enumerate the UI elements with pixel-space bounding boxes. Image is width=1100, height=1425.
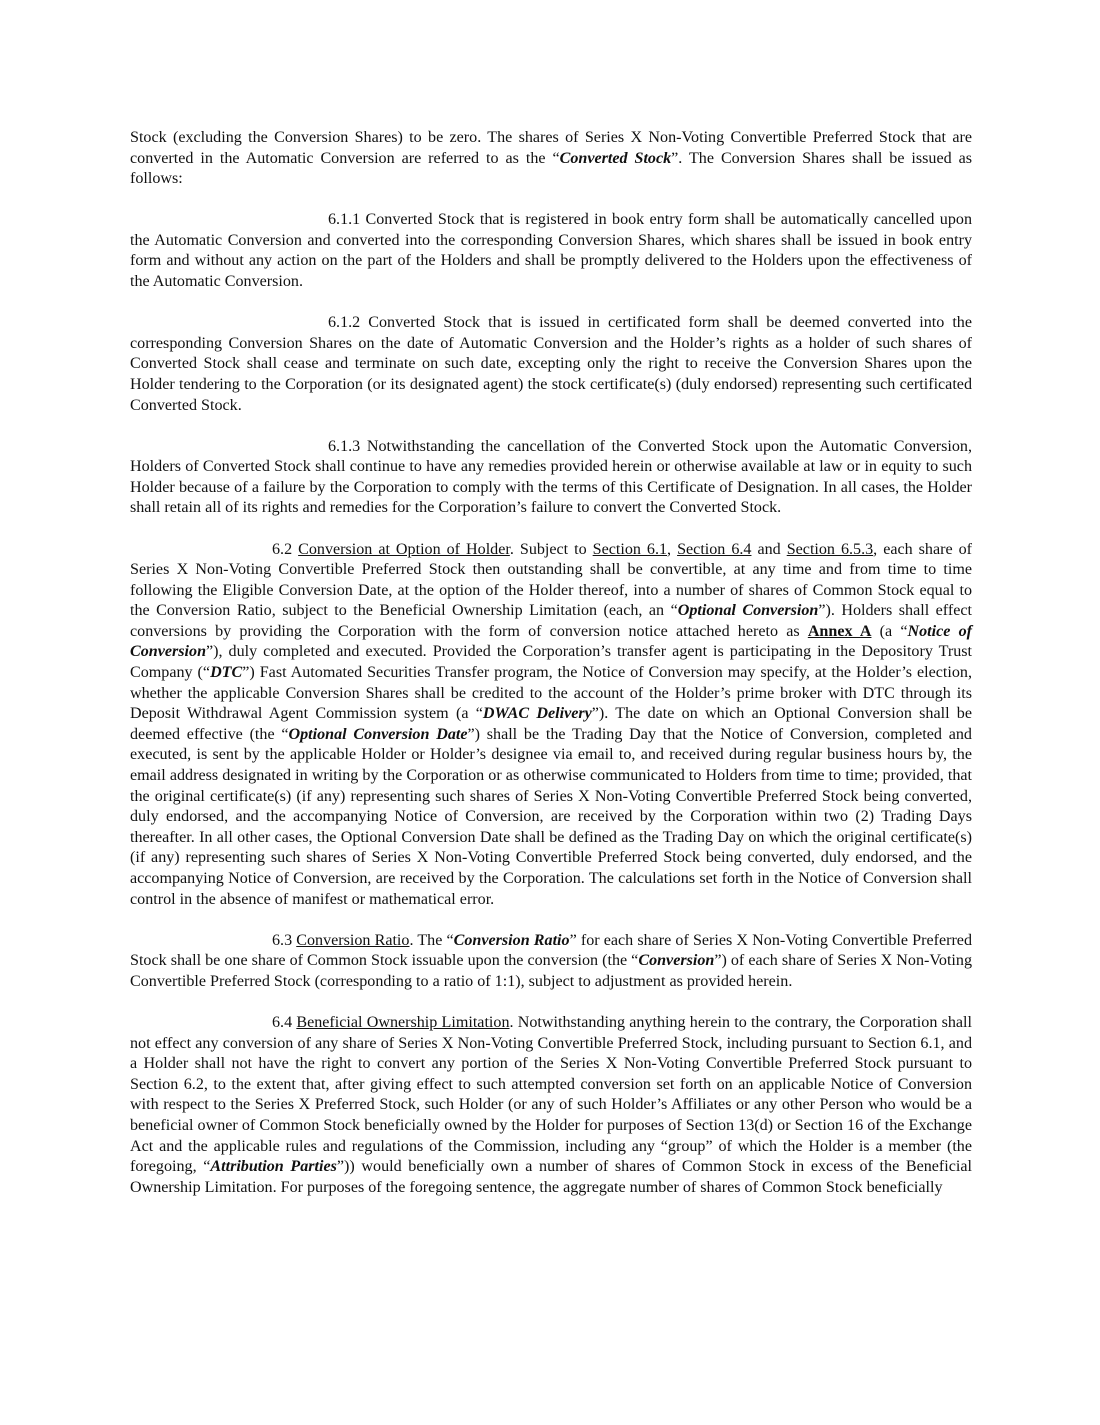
defined-term: Conversion [638, 952, 715, 970]
defined-term: DTC [210, 664, 243, 682]
annex-reference: Annex A [807, 622, 872, 640]
section-reference: Section 6.5.3 [786, 540, 874, 558]
paragraph-6-1-1: 6.1.1 Converted Stock that is registered in book entry form shall be automatically cancelled upon the Automatic Conversion and converted into the corresponding Conversion Shares, which shares shall be issued in book entry form and without any action on the part of the Holders and shall be promptly delivered to the Holders upon the effectiveness of the Automatic Conversion. [130, 211, 972, 291]
paragraph-6-1-2: 6.1.2 Converted Stock that is issued in certificated form shall be deemed converted into the corresponding Conversion Shares on the date of Automatic Conversion and the Holder’s rights as a holder of such shares of Converted Stock shall cease and terminate on such date, excepting only the right to receive the Conversion Shares upon the Holder tendering to the Corporation (or its designated agent) the stock certificate(s) (duly endorsed) representing such certificated Converted Stock. [130, 314, 972, 414]
defined-term: Optional Conversion Date [288, 725, 468, 743]
paragraph-6-1-3: 6.1.3 Notwithstanding the cancellation of the Converted Stock upon the Automatic Conversion, Holders of Converted Stock shall continue to have any remedies provided herein or otherwise available at law or in equity to such Holder because of a failure by the Corporation to comply with the terms of this Certificate of Designation. In all cases, the Holder shall retain all of its rights and remedies for the Corporation’s failure to convert the Converted Stock. [130, 437, 972, 517]
defined-term: Optional Conversion [677, 602, 819, 620]
paragraph-continuation: Stock (excluding the Conversion Shares) to be zero. The shares of Series X Non-Voting Convertible Preferred Stock that are converted in the Automatic Conversion are referred to as the “Converted Stock”. The Conversion Shares shall be issued as follows: [130, 129, 972, 188]
section-heading: Conversion at Option of Holder [298, 540, 510, 558]
section-6-4: 6.4 Beneficial Ownership Limitation. Notwithstanding anything herein to the contrary, the Corporation shall not effect any conversion of any share of Series X Non-Voting Convertible Preferred Stock, including pursuant to Section 6.1, and a Holder shall not have the right to convert any portion of the Series X Non-Voting Convertible Preferred Stock pursuant to Section 6.2, to the extent that, after giving effect to such attempted conversion set forth on an applicable Notice of Conversion with respect to the Series X Preferred Stock, such Holder (or any of such Holder’s Affiliates or any other Person who would be a beneficial owner of Common Stock beneficially owned by the Holder for purposes of Section 13(d) or Section 16 of the Exchange Act and the applicable rules and regulations of the Commission, including any “group” of which the Holder is a member (the foregoing, “Attribution Parties”)) would beneficially own a number of shares of Common Stock in excess of the Beneficial Ownership Limitation. For purposes of the foregoing sentence, the aggregate number of shares of Common Stock beneficially [130, 1013, 972, 1196]
section-reference: Section 6.4 [677, 540, 752, 558]
defined-term: DWAC Delivery [482, 705, 592, 723]
defined-term: Converted Stock [559, 149, 672, 167]
defined-term: Conversion Ratio [453, 931, 570, 949]
section-reference: Section 6.1 [592, 540, 668, 558]
section-heading: Conversion Ratio [296, 931, 410, 949]
section-6-3: 6.3 Conversion Ratio. The “Conversion Ratio” for each share of Series X Non-Voting Convertible Preferred Stock shall be one share of Common Stock issuable upon the conversion (the “Conversion”) of each share of Series X Non-Voting Convertible Preferred Stock (corresponding to a ratio of 1:1), subject to adjustment as provided herein. [130, 931, 972, 990]
section-heading: Beneficial Ownership Limitation [296, 1013, 510, 1031]
defined-term: Attribution Parties [210, 1158, 337, 1176]
defined-term: Notice of Conversion [130, 622, 972, 661]
section-6-2: 6.2 Conversion at Option of Holder. Subject to Section 6.1, Section 6.4 and Section 6.5.3, each share of Series X Non-Voting Convertible Preferred Stock then outstanding shall be convertible, at any time and from time to time following the Eligible Conversion Date, at the option of the Holder thereof, into a number of shares of Common Stock equal to the Conversion Ratio, subject to the Beneficial Ownership Limitation (each, an “Optional Conversion”). Holders shall effect conversions by providing the Corporation with the form of conversion notice attached hereto as Annex A (a “Notice of Conversion”), duly completed and executed. Provided the Corporation’s transfer agent is participating in the Depository Trust Company (“DTC”) Fast Automated Securities Transfer program, the Notice of Conversion may specify, at the Holder’s election, whether the applicable Conversion Shares shall be credited to the account of the Holder’s prime broker with DTC through its Deposit Withdrawal Agent Commission system (a “DWAC Delivery”). The date on which an Optional Conversion shall be deemed effective (the “Optional Conversion Date”) shall be the Trading Day that the Notice of Conversion, completed and executed, is sent by the applicable Holder or Holder’s designee via email to, and received during regular business hours by, the email address designated in writing by the Corporation or as otherwise communicated to Holders from time to time; provided, that the original certificate(s) (if any) representing such shares of Series X Non-Voting Convertible Preferred Stock being converted, duly endorsed, and the accompanying Notice of Conversion, are received by the Corporation within two (2) Trading Days thereafter. In all other cases, the Optional Conversion Date shall be defined as the Trading Day on which the original certificate(s) (if any) representing such shares of Series X Non-Voting Convertible Preferred Stock being converted, duly endorsed, and the accompanying Notice of Conversion, are received by the Corporation. The calculations set forth in the Notice of Conversion shall control in the absence of manifest or mathematical error. [130, 540, 973, 908]
document-page [130, 128, 972, 1198]
